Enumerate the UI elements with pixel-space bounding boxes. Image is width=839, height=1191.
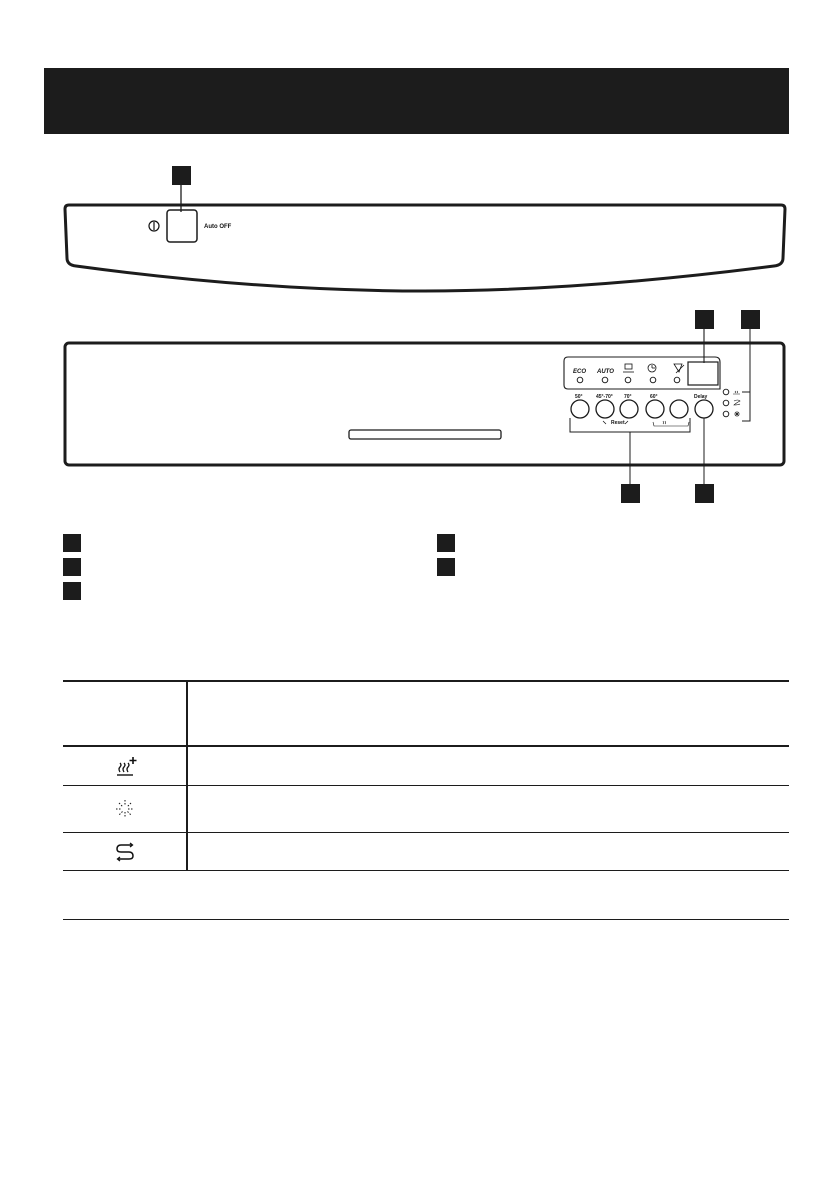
table-row [63,786,186,832]
led-rinse-aid [723,411,729,417]
table-top-rule [63,680,789,682]
callout-marker-programs [621,484,640,503]
auto-off-label: Auto OFF [204,224,232,230]
extra-dry-icon [112,755,138,779]
table-row [63,748,186,785]
program-button-70[interactable] [620,400,638,418]
table-row [63,833,186,870]
button-label-delay: Delay [694,394,708,400]
power-icon [149,221,159,231]
led-auto [602,377,608,383]
power-switch [167,210,197,242]
handle-slot [349,430,501,439]
legend-box-1 [63,534,81,552]
glass-icon [674,364,684,373]
led-quick [650,377,656,383]
led-salt [723,400,729,406]
display-window [688,362,718,385]
callout-marker-display [695,310,714,329]
legend-box-5 [437,558,455,576]
status-extra-dry-icon [733,391,740,394]
callout-marker-delay [695,484,714,503]
button-label-70: 70° [624,394,632,400]
intensive-icon [623,364,634,372]
extra-dry-mini-icon [653,421,689,426]
status-rinse-aid-icon [734,411,740,417]
program-bracket [570,418,690,484]
salt-icon [113,841,137,863]
reset-arrow-left [603,421,606,424]
table-bottom-rule [63,919,789,920]
button-label-50: 50° [575,394,583,400]
led-intensive [625,377,631,383]
table-row-rule [63,870,789,871]
led-eco [577,377,583,383]
reset-label: Reset [611,420,625,426]
legend-box-2 [63,558,81,576]
status-salt-icon [734,400,740,405]
rinse-aid-icon [114,798,136,820]
delay-button[interactable] [695,400,713,418]
led-extra-dry [723,389,729,395]
table-column-divider [186,680,188,870]
program-button-45-70[interactable] [596,400,614,418]
program-button-60[interactable] [646,400,664,418]
button-label-45-70: 45°-70° [596,394,613,400]
program-button-50[interactable] [571,400,589,418]
control-panel-drawing [0,0,839,520]
legend-box-4 [437,534,455,552]
quick-wash-icon [648,364,656,372]
program-button-extra[interactable] [670,400,688,418]
callout-marker-status [741,310,760,329]
button-label-60: 60° [650,394,658,400]
led-glass [674,377,680,383]
legend-box-3 [63,582,81,600]
reset-arrow-right [625,421,628,424]
indicator-auto: AUTO [597,369,614,375]
indicator-eco: ECO [573,369,587,375]
table-header-rule [63,745,789,747]
